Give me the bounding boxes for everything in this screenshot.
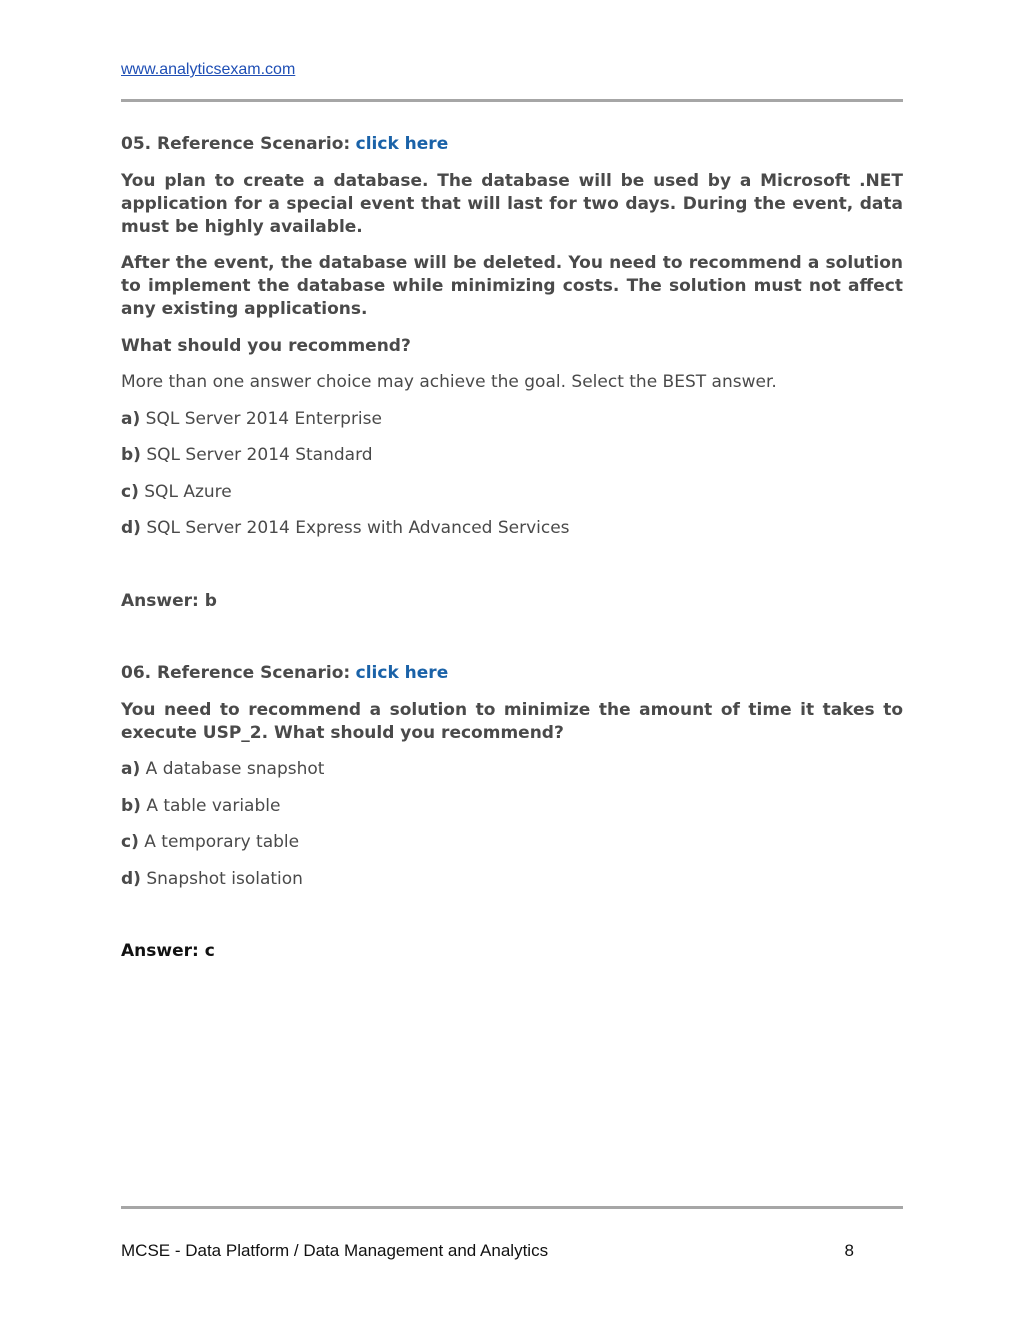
reference-scenario-link[interactable]: click here (355, 663, 449, 683)
option-letter: c) (121, 481, 139, 502)
question-number-label: 05. Reference Scenario: (121, 134, 351, 154)
spacer (121, 554, 903, 590)
option-letter: c) (121, 832, 139, 852)
question-heading (121, 133, 903, 156)
question-heading (121, 662, 903, 685)
footer-title: MCSE - Data Platform / Data Management and Analytics (121, 1241, 549, 1260)
option-letter: a) (121, 408, 141, 429)
option-letter: d) (121, 518, 141, 538)
option-letter: d) (121, 868, 141, 889)
header-url-link[interactable]: www.analyticsexam.com (121, 61, 296, 78)
answer-option (121, 868, 903, 891)
question-text: After the event, the database will be deleted. You need to recommend a solution to implement the database while minimizing costs. The solution must not affect any existing applications. (121, 253, 903, 319)
question-number-label: 06. Reference Scenario: (121, 663, 351, 683)
answer-option (121, 408, 903, 431)
option-text: A database snapshot (145, 759, 325, 779)
option-text: A temporary table (144, 832, 300, 852)
footer-divider (121, 1206, 903, 1209)
question-instruction: More than one answer choice may achieve the goal. Select the BEST answer. (121, 372, 777, 392)
option-text: SQL Azure (144, 481, 232, 502)
answer-line: Answer: c (121, 941, 215, 961)
question-05 (121, 133, 903, 613)
answer-option (121, 795, 903, 818)
spacer (121, 904, 903, 940)
page-number: 8 (844, 1241, 854, 1260)
answer-option (121, 758, 903, 781)
page-footer (121, 1241, 854, 1261)
answer-line: Answer: b (121, 590, 217, 611)
option-text: A table variable (146, 795, 281, 816)
answer-option (121, 481, 903, 504)
option-text: SQL Server 2014 Express with Advanced Services (146, 518, 570, 538)
option-letter: b) (121, 445, 141, 465)
option-text: Snapshot isolation (146, 868, 303, 889)
question-prompt: What should you recommend? (121, 335, 411, 356)
option-text: SQL Server 2014 Standard (146, 445, 373, 465)
option-letter: a) (121, 759, 141, 779)
question-text: You need to recommend a solution to minimize the amount of time it takes to execute USP_2. What should you recommend? (121, 699, 903, 743)
question-06 (121, 662, 903, 963)
option-text: SQL Server 2014 Enterprise (145, 408, 382, 429)
questions-content (121, 133, 903, 977)
reference-scenario-link[interactable]: click here (355, 134, 449, 154)
answer-option (121, 517, 903, 540)
answer-option (121, 444, 903, 467)
option-letter: b) (121, 795, 141, 816)
answer-option (121, 831, 903, 854)
question-text: You plan to create a database. The database will be used by a Microsoft .NET application for a special event that will last for two days. During the event, data must be highly available. (121, 170, 903, 237)
header-divider (121, 99, 903, 102)
spacer (121, 626, 903, 662)
